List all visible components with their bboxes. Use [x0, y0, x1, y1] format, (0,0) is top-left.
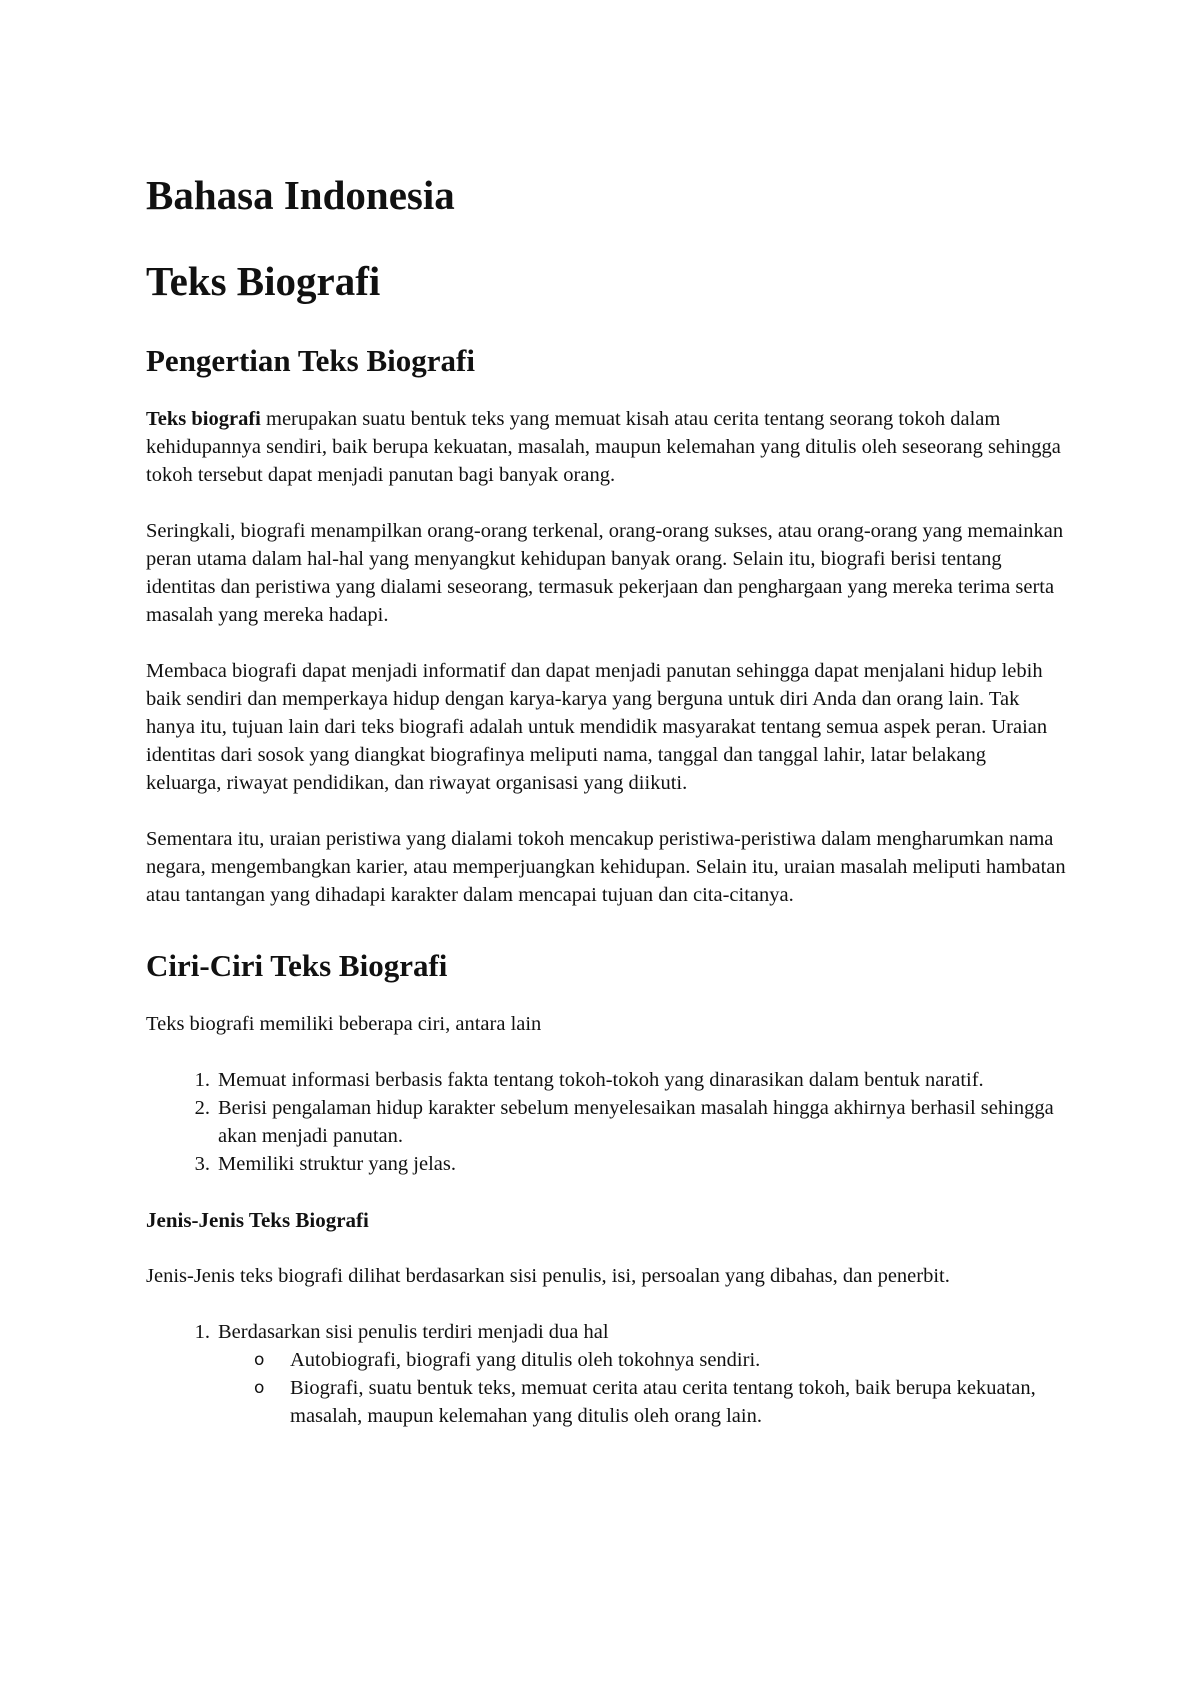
circle-bullet-icon: o: [254, 1350, 265, 1370]
list-number: 3.: [194, 1153, 210, 1175]
document-page: [146, 170, 1066, 1430]
list-number: 1.: [194, 1069, 210, 1091]
sub-list-item-text: Autobiografi, biografi yang ditulis oleh tokohnya sendiri.: [290, 1349, 761, 1371]
list-item: [194, 1066, 1066, 1094]
circle-bullet-icon: o: [254, 1378, 265, 1398]
bold-term: Teks biografi: [146, 408, 261, 430]
jenis-intro: Jenis-Jenis teks biografi dilihat berdasarkan sisi penulis, isi, persoalan yang dibahas, dan penerbit.: [146, 1265, 950, 1287]
sub-list: [218, 1346, 1066, 1430]
list-number: 1.: [194, 1321, 210, 1343]
list-number: 2.: [194, 1097, 210, 1119]
sub-list-item-text: Biografi, suatu bentuk teks, memuat cerita atau cerita tentang tokoh, baik berupa kekuatan, masalah, maupun kelemahan yang ditulis oleh orang lain.: [290, 1377, 1036, 1427]
paragraph-2: Seringkali, biografi menampilkan orang-orang terkenal, orang-orang sukses, atau orang-orang yang memainkan peran utama dalam hal-hal yang menyangkut kehidupan banyak orang. Selain itu, biografi berisi tentang identitas dan peristiwa yang dialami seseorang, termasuk pekerjaan dan penghargaan yang mereka terima serta masalah yang mereka hadapi.: [146, 520, 1064, 626]
sub-list-item: [254, 1346, 1066, 1374]
section-heading-ciri: Ciri-Ciri Teks Biografi: [146, 948, 448, 983]
list-item: [194, 1318, 1066, 1430]
document-title: Bahasa Indonesia: [146, 172, 455, 218]
section-heading-jenis: Jenis-Jenis Teks Biografi: [146, 1208, 369, 1232]
paragraph-definition: [146, 405, 1066, 489]
list-item: [194, 1094, 1066, 1150]
list-item: [194, 1150, 1066, 1178]
list-item-text: Memuat informasi berbasis fakta tentang tokoh-tokoh yang dinarasikan dalam bentuk naratif.: [218, 1069, 984, 1091]
section-heading-pengertian: Pengertian Teks Biografi: [146, 343, 475, 378]
ciri-list: [146, 1066, 1066, 1178]
list-item-text: Berdasarkan sisi penulis terdiri menjadi dua hal: [218, 1321, 609, 1343]
ciri-intro: Teks biografi memiliki beberapa ciri, antara lain: [146, 1013, 542, 1035]
sub-list-item: [254, 1374, 1066, 1430]
list-item-text: Berisi pengalaman hidup karakter sebelum menyelesaikan masalah hingga akhirnya berhasil sehingga akan menjadi panutan.: [218, 1097, 1054, 1147]
jenis-list: [146, 1318, 1066, 1430]
list-item-text: Memiliki struktur yang jelas.: [218, 1153, 456, 1175]
paragraph-4: Sementara itu, uraian peristiwa yang dialami tokoh mencakup peristiwa-peristiwa dalam mengharumkan nama negara, mengembangkan karier, atau memperjuangkan kehidupan. Selain itu, uraian masalah meliputi hambatan atau tantangan yang dihadapi karakter dalam mencapai tujuan dan cita-citanya.: [146, 828, 1066, 906]
document-subtitle: Teks Biografi: [146, 258, 381, 304]
paragraph-definition-text: merupakan suatu bentuk teks yang memuat kisah atau cerita tentang seorang tokoh dalam kehidupannya sendiri, baik berupa kekuatan, masalah, maupun kelemahan yang ditulis oleh seseorang sehingga tokoh tersebut dapat menjadi panutan bagi banyak orang.: [146, 408, 1061, 486]
paragraph-3: Membaca biografi dapat menjadi informatif dan dapat menjadi panutan sehingga dapat menjalani hidup lebih baik sendiri dan memperkaya hidup dengan karya-karya yang berguna untuk diri Anda dan orang lain. Tak hanya itu, tujuan lain dari teks biografi adalah untuk mendidik masyarakat tentang semua aspek peran. Uraian identitas dari sosok yang diangkat biografinya meliputi nama, tanggal dan tanggal lahir, latar belakang keluarga, riwayat pendidikan, dan riwayat organisasi yang diikuti.: [146, 660, 1048, 794]
